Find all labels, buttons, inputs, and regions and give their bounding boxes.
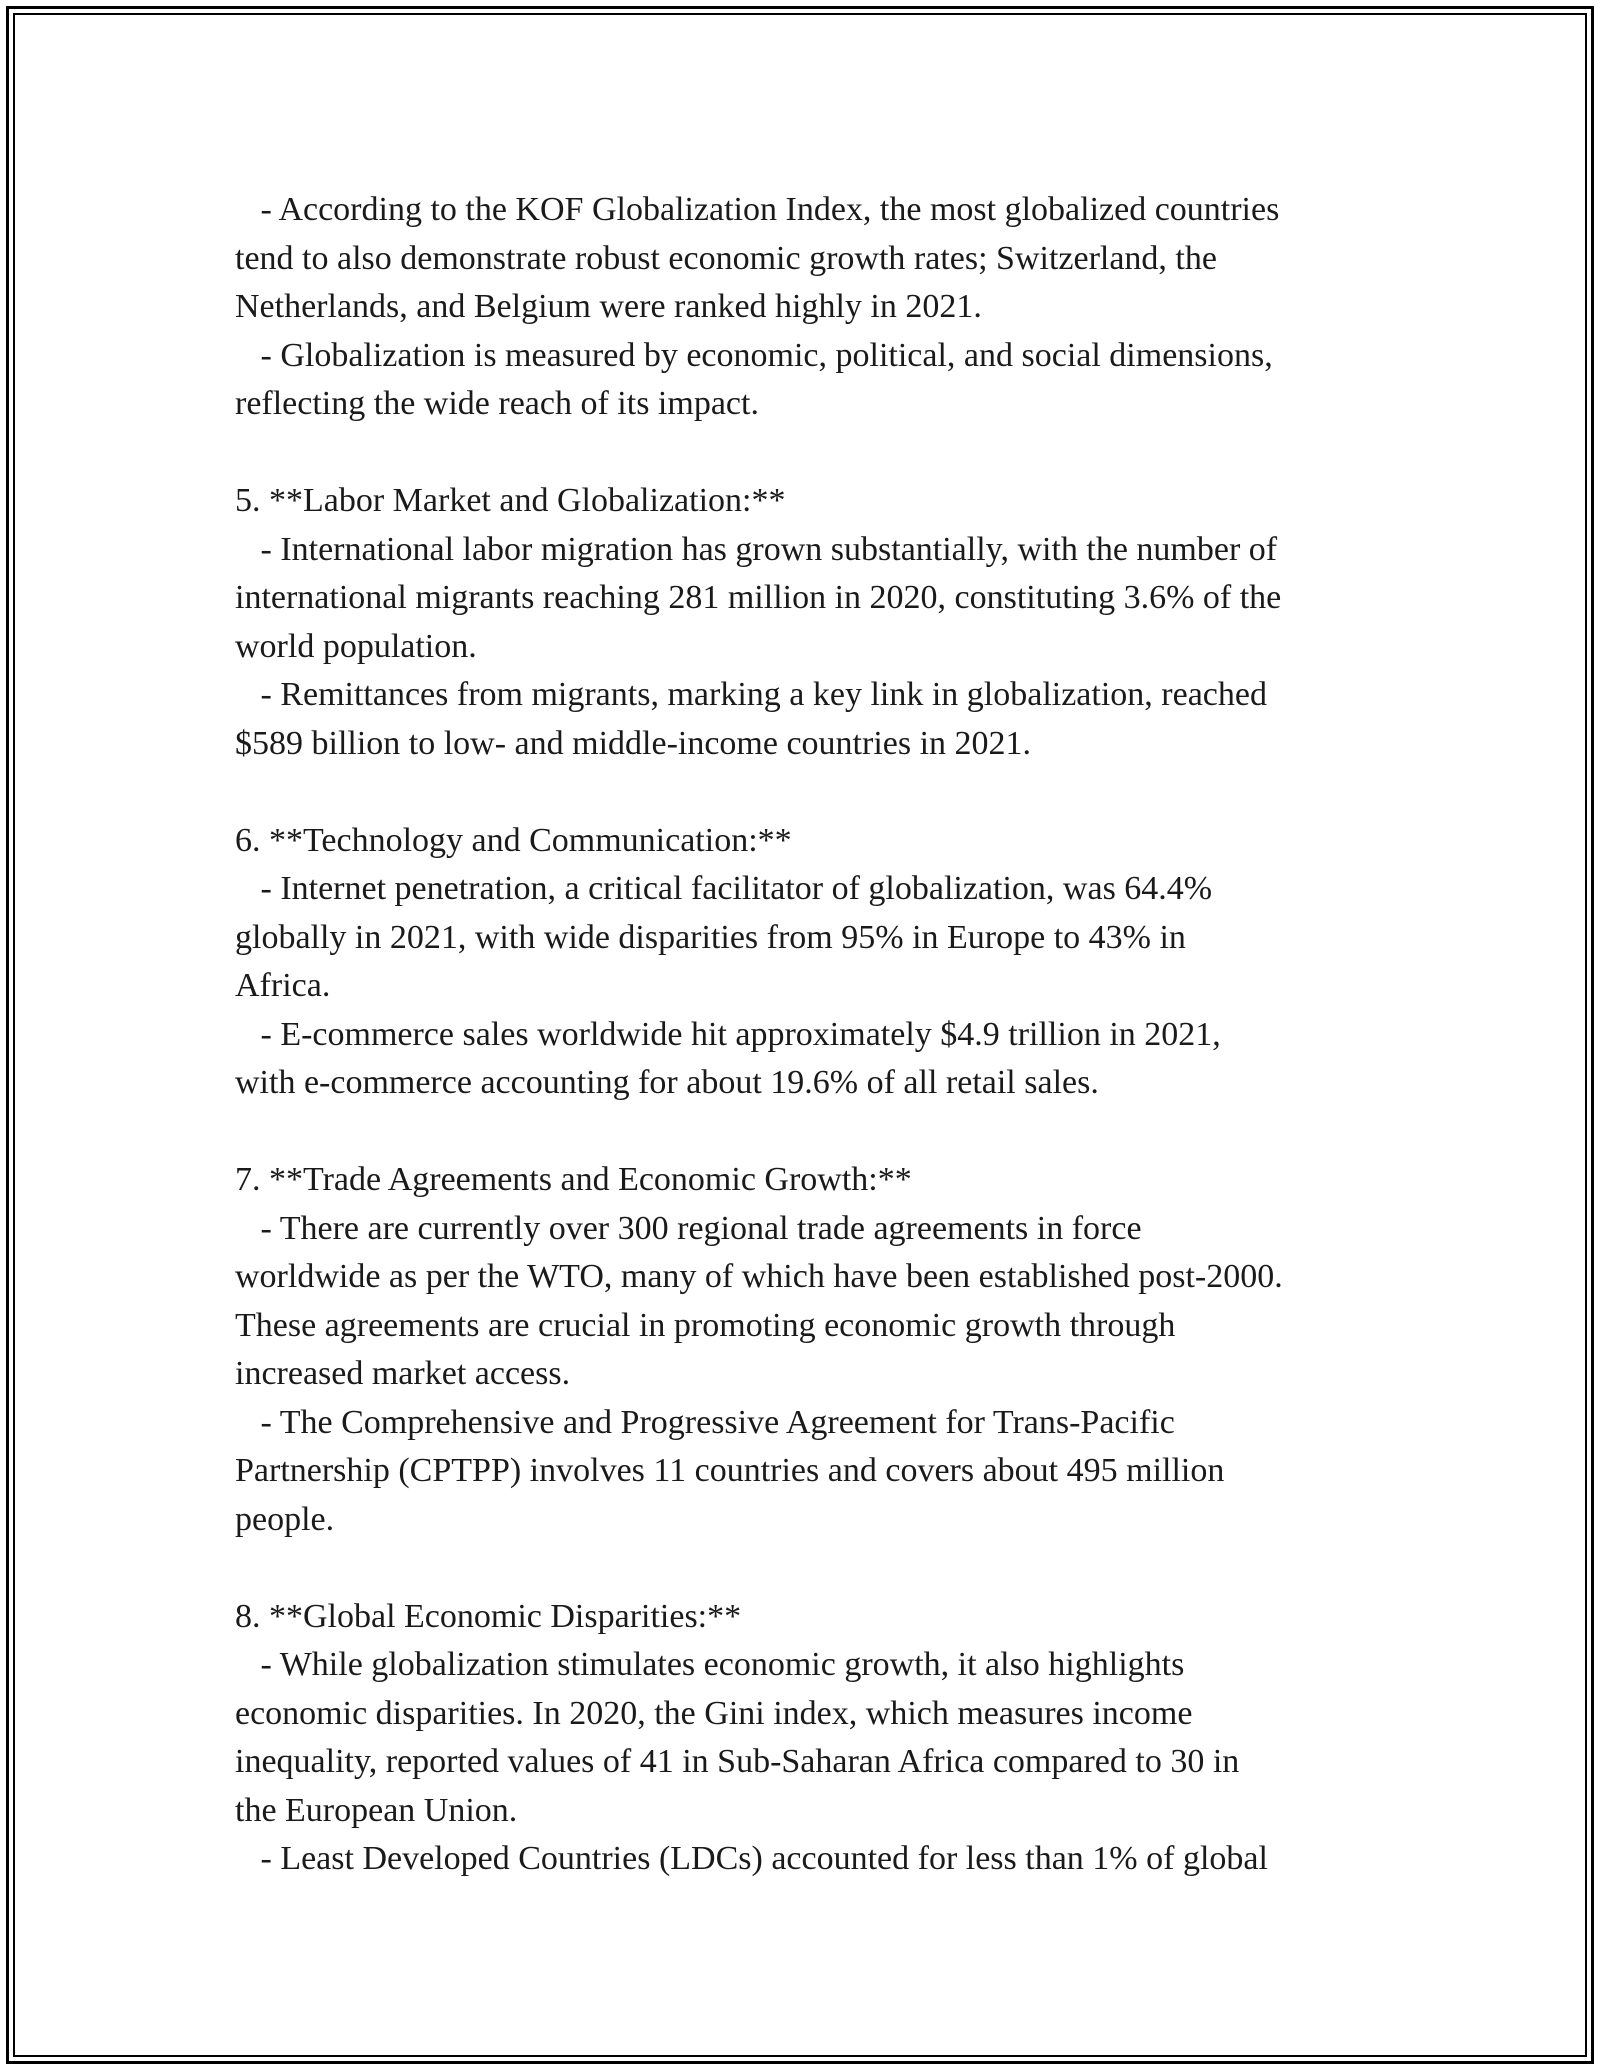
text-line: These agreements are crucial in promoting economic growth through — [235, 1306, 1176, 1344]
text-line: the European Union. — [235, 1791, 518, 1829]
text-line: - Internet penetration, a critical facilitator of globalization, was 64.4% — [235, 870, 1213, 907]
text-line: - Remittances from migrants, marking a key link in globalization, reached — [235, 676, 1267, 713]
paragraph-spacer — [235, 1108, 1395, 1157]
text-line: increased market access. — [235, 1355, 571, 1392]
section-heading: 8. **Global Economic Disparities:** — [235, 1597, 742, 1635]
text-line: - Globalization is measured by economic, political, and social dimensions, — [235, 336, 1273, 374]
text-line: - According to the KOF Globalization Index, the most globalized countries — [235, 191, 1280, 228]
document-body — [235, 186, 1395, 1884]
text-line: Partnership (CPTPP) involves 11 countries and covers about 495 million — [235, 1452, 1225, 1489]
text-line: with e-commerce accounting for about 19.6% of all retail sales. — [235, 1064, 1099, 1101]
text-line: - Least Developed Countries (LDCs) accounted for less than 1% of global — [235, 1840, 1268, 1877]
text-line: reflecting the wide reach of its impact. — [235, 385, 759, 422]
paragraph-spacer — [235, 1544, 1395, 1593]
text-line: - E-commerce sales worldwide hit approximately $4.9 trillion in 2021, — [235, 1015, 1221, 1053]
text-line: globally in 2021, with wide disparities from 95% in Europe to 43% in — [235, 918, 1186, 956]
section-heading: 7. **Trade Agreements and Economic Growth:** — [235, 1161, 912, 1198]
paragraph-spacer — [235, 768, 1395, 817]
text-line: - The Comprehensive and Progressive Agreement for Trans-Pacific — [235, 1403, 1175, 1441]
text-line: Africa. — [235, 967, 331, 1004]
paragraph-spacer — [235, 429, 1395, 478]
section-heading: 6. **Technology and Communication:** — [235, 821, 792, 859]
text-line: tend to also demonstrate robust economic growth rates; Switzerland, the — [235, 239, 1217, 277]
text-line: economic disparities. In 2020, the Gini index, which measures income — [235, 1694, 1193, 1732]
text-line: - International labor migration has grown substantially, with the number of — [235, 530, 1278, 568]
text-line: - There are currently over 300 regional trade agreements in force — [235, 1209, 1142, 1247]
section-heading: 5. **Labor Market and Globalization:** — [235, 482, 786, 519]
text-line: people. — [235, 1500, 335, 1538]
text-line: inequality, reported values of 41 in Sub-Saharan Africa compared to 30 in — [235, 1743, 1240, 1780]
text-line: international migrants reaching 281 million in 2020, constituting 3.6% of the — [235, 579, 1282, 616]
text-line: Netherlands, and Belgium were ranked highly in 2021. — [235, 288, 982, 325]
text-line: - While globalization stimulates economic growth, it also highlights — [235, 1646, 1185, 1683]
text-line: world population. — [235, 627, 477, 665]
text-line: worldwide as per the WTO, many of which have been established post-2000. — [235, 1258, 1283, 1295]
text-line: $589 billion to low- and middle-income countries in 2021. — [235, 724, 1032, 762]
